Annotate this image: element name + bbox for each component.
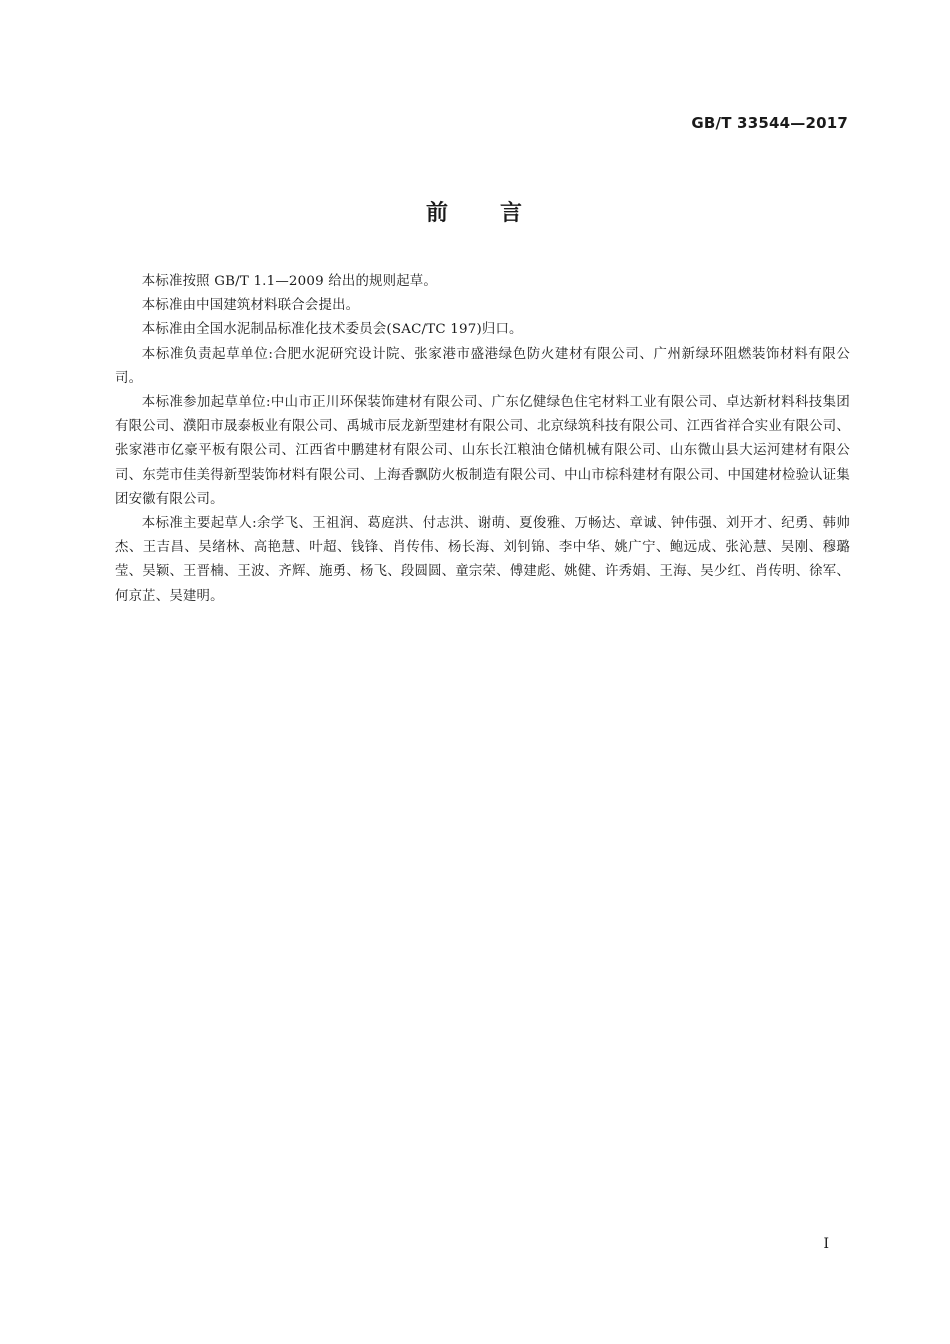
standard-code: GB/T 33544—2017 (691, 114, 848, 132)
paragraph-lead-drafters: 本标准负责起草单位:合肥水泥研究设计院、张家港市盛港绿色防火建材有限公司、广州新绿环阻燃装饰材料有限公司。 (115, 346, 850, 386)
paragraph-proposer: 本标准由中国建筑材料联合会提出。 (141, 298, 360, 314)
paragraph-participating-drafters: 本标准参加起草单位:中山市正川环保装饰建材有限公司、广东亿健绿色住宅材料工业有限公司、卓达新材料科技集团有限公司、濮阳市晟泰板业有限公司、禹城市辰龙新型建材有限公司、北京绿筑科技有限公司、江西省祥合实业有限公司、张家港市亿豪平板有限公司、江西省中鹏建材有限公司、山东长江粮油仓储机械有限公司、山东微山县大运河建材有限公司、东莞市佳美得新型装饰材料有限公司、上海香飘防火板制造有限公司、中山市棕科建材有限公司、中国建材检验认证集团安徽有限公司。 (115, 395, 850, 507)
paragraph-drafting-rules: 本标准按照 GB/T 1.1—2009 给出的规则起草。 (141, 274, 437, 289)
page-number: I (823, 1236, 829, 1252)
foreword-body (115, 270, 850, 609)
paragraph-administrator: 本标准由全国水泥制品标准化技术委员会(SAC/TC 197)归口。 (141, 322, 523, 338)
title-part-2: 言 (500, 201, 525, 226)
title-part-1: 前 (425, 201, 450, 226)
paragraph-main-drafters: 本标准主要起草人:余学飞、王祖润、葛庭洪、付志洪、谢萌、夏俊雅、万畅达、章诚、钟伟强、刘开才、纪勇、韩帅杰、王吉昌、吴绪林、高艳慧、叶超、钱锋、肖传伟、杨长海、刘钊锦、李中华、姚广宁、鲍远成、张沁慧、吴刚、穆璐莹、吴颖、王晋楠、王波、齐辉、施勇、杨飞、段圆圆、童宗荣、傅建彪、姚健、许秀娟、王海、吴少红、肖传明、徐军、何京芷、吴建明。 (115, 516, 850, 604)
page-title (0, 196, 950, 227)
